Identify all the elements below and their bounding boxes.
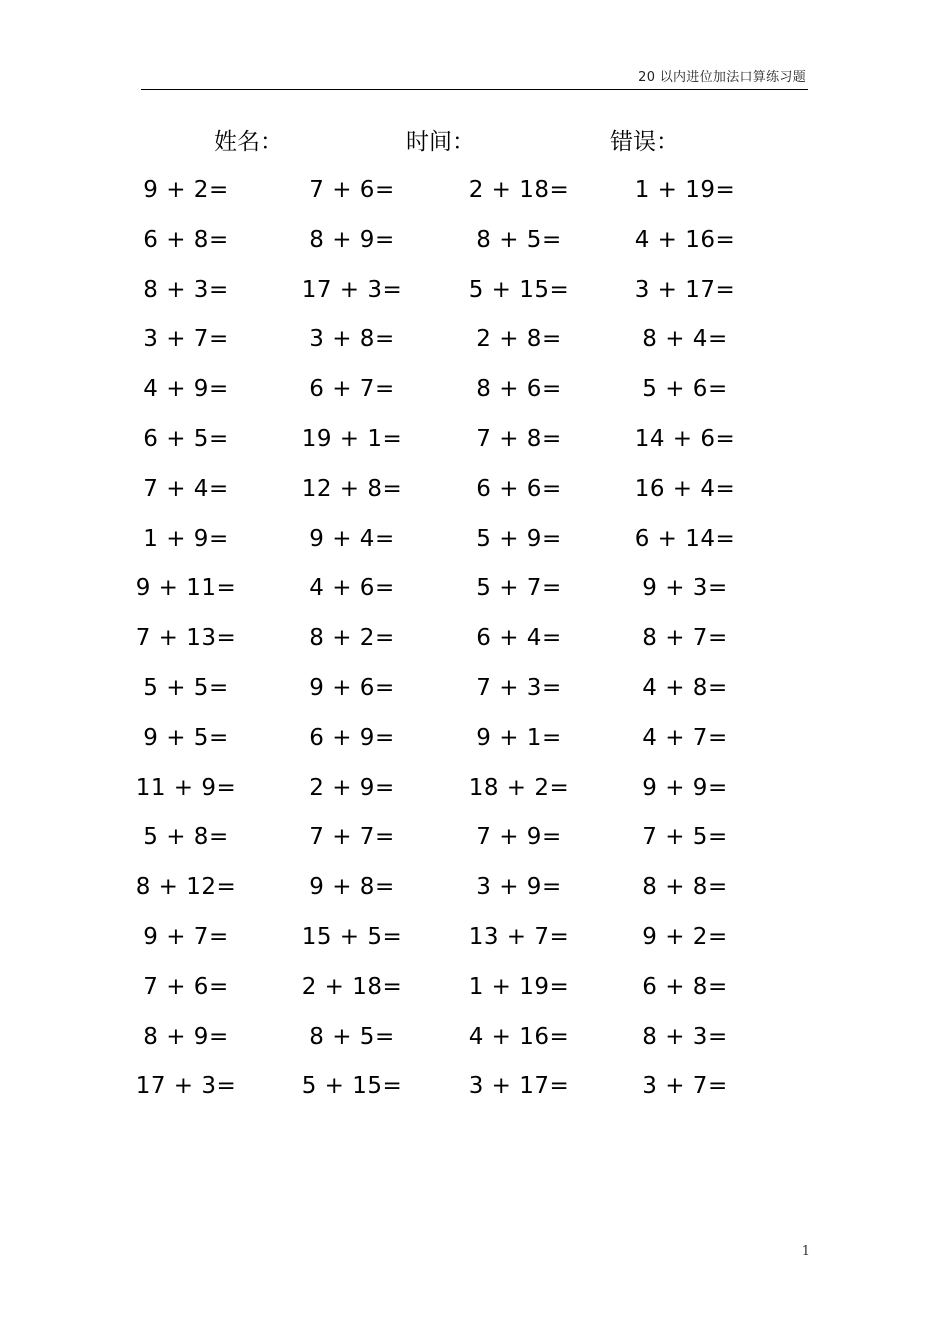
problem-item: 2 + 18= <box>468 177 570 203</box>
problem-item: 8 + 5= <box>476 226 562 253</box>
problem-item: 4 + 6= <box>309 575 395 602</box>
problem-item: 7 + 7= <box>309 824 395 851</box>
problem-item: 6 + 4= <box>476 625 562 652</box>
problem-item: 6 + 14= <box>634 525 736 552</box>
problem-row <box>0 714 950 764</box>
errors-label: 错误： <box>610 129 679 155</box>
problem-item: 9 + 4= <box>309 525 395 552</box>
problem-item: 8 + 2= <box>309 625 395 652</box>
problem-row <box>0 1013 950 1063</box>
problem-item: 16 + 4= <box>634 475 736 502</box>
problem-item: 7 + 3= <box>476 674 562 701</box>
problem-item: 4 + 16= <box>468 1023 570 1050</box>
problem-item: 7 + 4= <box>143 475 229 502</box>
problem-row <box>0 664 950 714</box>
page-number: 1 <box>801 1244 810 1259</box>
problem-row <box>0 415 950 465</box>
problem-row <box>0 365 950 415</box>
problem-item: 1 + 9= <box>143 525 229 552</box>
problem-row <box>0 863 950 913</box>
page-header <box>141 60 808 90</box>
problem-item: 8 + 3= <box>642 1023 728 1050</box>
problem-item: 3 + 7= <box>143 326 229 353</box>
problem-item: 3 + 7= <box>642 1073 728 1100</box>
problem-item: 9 + 3= <box>642 575 728 602</box>
problem-row <box>0 166 950 216</box>
problem-item: 6 + 9= <box>309 724 395 751</box>
problem-item: 8 + 5= <box>309 1023 395 1050</box>
problem-row <box>0 913 950 963</box>
problem-row <box>0 963 950 1013</box>
problem-item: 9 + 7= <box>143 923 229 950</box>
problem-item: 4 + 16= <box>634 226 736 253</box>
problem-item: 7 + 5= <box>642 824 728 851</box>
problem-item: 5 + 7= <box>476 575 562 602</box>
problem-item: 9 + 8= <box>309 874 395 901</box>
problem-row <box>0 564 950 614</box>
problem-row <box>0 315 950 365</box>
problem-item: 5 + 5= <box>143 674 229 701</box>
problem-item: 18 + 2= <box>468 774 570 801</box>
problem-item: 11 + 9= <box>135 774 237 801</box>
problem-item: 15 + 5= <box>301 923 403 950</box>
problem-item: 3 + 17= <box>634 276 736 303</box>
problem-item: 9 + 2= <box>642 923 728 950</box>
problem-item: 3 + 9= <box>476 874 562 901</box>
problem-row <box>0 266 950 316</box>
problem-item: 4 + 7= <box>642 724 728 751</box>
problem-item: 17 + 3= <box>135 1073 237 1100</box>
problem-item: 8 + 6= <box>476 376 562 403</box>
problem-item: 5 + 15= <box>301 1073 403 1100</box>
problem-item: 5 + 8= <box>143 824 229 851</box>
problem-item: 8 + 9= <box>143 1023 229 1050</box>
problem-row <box>0 216 950 266</box>
problem-item: 6 + 8= <box>642 973 728 1000</box>
problem-item: 9 + 11= <box>135 575 237 602</box>
problem-item: 4 + 9= <box>143 376 229 403</box>
problem-item: 9 + 1= <box>476 724 562 751</box>
problem-item: 8 + 4= <box>642 326 728 353</box>
problem-item: 2 + 8= <box>476 326 562 353</box>
problem-item: 5 + 6= <box>642 376 728 403</box>
problem-item: 6 + 7= <box>309 376 395 403</box>
problem-row <box>0 813 950 863</box>
problem-item: 5 + 9= <box>476 525 562 552</box>
problem-row <box>0 764 950 814</box>
problem-item: 8 + 9= <box>309 226 395 253</box>
problem-item: 9 + 5= <box>143 724 229 751</box>
problem-item: 6 + 8= <box>143 226 229 253</box>
info-row <box>0 122 950 162</box>
problem-item: 2 + 18= <box>301 973 403 1000</box>
problem-row <box>0 465 950 515</box>
header-title: 20 以内进位加法口算练习题 <box>638 70 806 85</box>
problem-item: 8 + 12= <box>135 874 237 901</box>
problem-item: 9 + 6= <box>309 674 395 701</box>
problem-item: 8 + 8= <box>642 874 728 901</box>
problem-item: 6 + 5= <box>143 425 229 452</box>
problem-item: 1 + 19= <box>634 177 736 203</box>
problem-row <box>0 515 950 565</box>
problem-item: 3 + 17= <box>468 1073 570 1100</box>
problem-item: 7 + 6= <box>143 973 229 1000</box>
problem-item: 8 + 3= <box>143 276 229 303</box>
problem-item: 19 + 1= <box>301 425 403 452</box>
problem-item: 7 + 8= <box>476 425 562 452</box>
problem-item: 7 + 9= <box>476 824 562 851</box>
problem-item: 8 + 7= <box>642 625 728 652</box>
problem-item: 9 + 9= <box>642 774 728 801</box>
problem-item: 12 + 8= <box>301 475 403 502</box>
problem-item: 4 + 8= <box>642 674 728 701</box>
problem-item: 17 + 3= <box>301 276 403 303</box>
problem-item: 7 + 6= <box>309 177 395 203</box>
problem-item: 13 + 7= <box>468 923 570 950</box>
problem-item: 7 + 13= <box>135 625 237 652</box>
name-label: 姓名： <box>214 129 283 155</box>
problem-row <box>0 614 950 664</box>
problem-grid <box>0 166 950 1112</box>
problem-item: 3 + 8= <box>309 326 395 353</box>
problem-item: 14 + 6= <box>634 425 736 452</box>
problem-item: 6 + 6= <box>476 475 562 502</box>
time-label: 时间： <box>406 129 475 155</box>
problem-item: 5 + 15= <box>468 276 570 303</box>
problem-row <box>0 1062 950 1112</box>
problem-item: 9 + 2= <box>143 177 229 203</box>
problem-item: 2 + 9= <box>309 774 395 801</box>
problem-item: 1 + 19= <box>468 973 570 1000</box>
